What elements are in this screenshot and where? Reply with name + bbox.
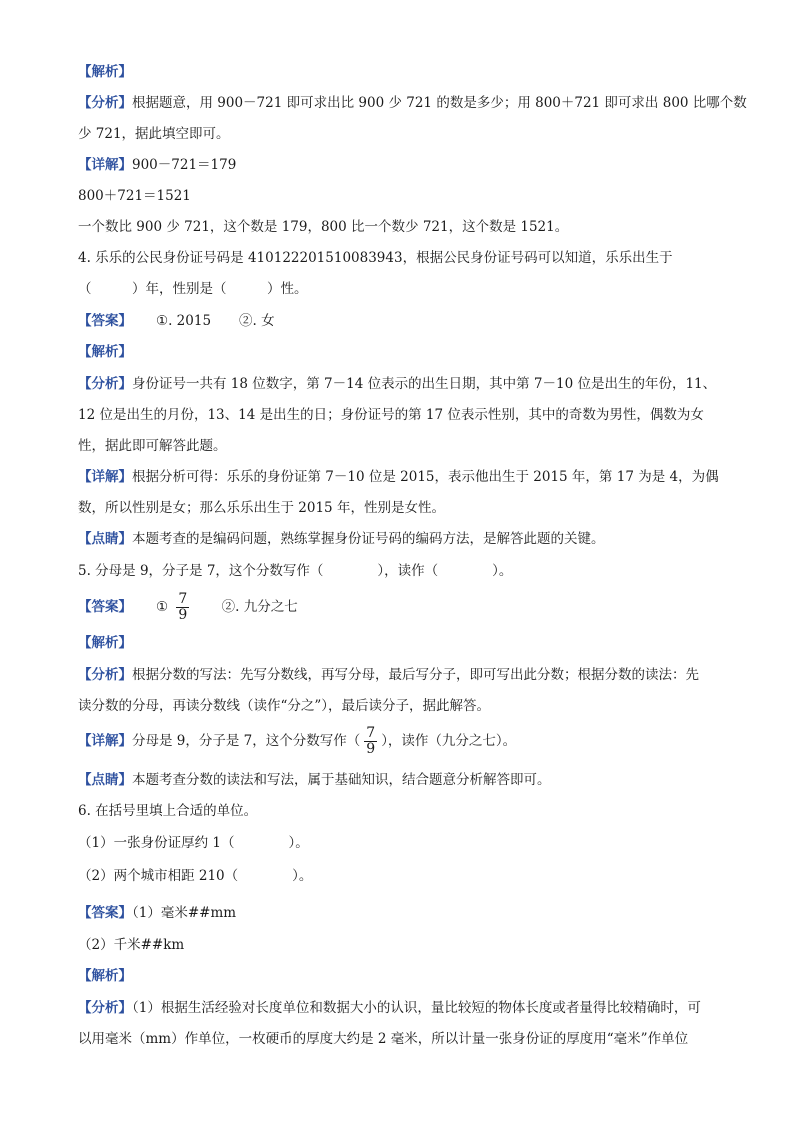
question-6-part-1	[78, 833, 728, 853]
analysis-line	[78, 374, 728, 394]
detail-text: 分母是 9，分子是 7，这个分数写作（	[132, 733, 361, 749]
tag-xiangjie: 【详解】	[78, 157, 132, 173]
question-4-blanks	[78, 279, 728, 299]
remark-line	[78, 529, 728, 549]
analysis-text: （1）根据生活经验对长度单位和数据大小的认识，量比较短的物体长度或者量得比较精确时，可	[132, 1000, 701, 1016]
fraction-denominator: 9	[178, 607, 188, 623]
analysis-text: 根据分数的写法：先写分数线，再写分母，最后写分子，即可写出此分数；根据分数的读法：先	[132, 667, 699, 683]
analysis-text: 12 位是出生的月份，13、14 是出生的日；身份证号的第 17 位表示性别，其中的奇数为男性，偶数为女	[78, 407, 704, 423]
detail-line	[78, 724, 728, 758]
tag-fenxi: 【分析】	[78, 376, 132, 392]
tag-dianjing: 【点睛】	[78, 772, 132, 788]
answer-text: （1）毫米##mm	[132, 905, 237, 921]
analysis-text: 身份证号一共有 18 位数字，第 7－14 位表示的出生日期，其中第 7－10 位是出生的年份，11、	[132, 376, 717, 392]
tag-dianjing: 【点睛】	[78, 531, 132, 547]
detail-line-cont	[78, 186, 728, 206]
answer-1: ①	[156, 599, 169, 615]
analysis-line-cont	[78, 436, 728, 456]
question-text: 6. 在括号里填上合适的单位。	[78, 803, 258, 819]
question-6-part-2	[78, 866, 728, 886]
question-text: 4. 乐乐的公民身份证号码是 410122201510083943，根据公民身份证号码可以知道，乐乐出生于	[78, 250, 673, 266]
analysis-line	[78, 93, 747, 113]
analysis-heading	[78, 633, 728, 653]
detail-text: 数，所以性别是女；那么乐乐出生于 2015 年，性别是女性。	[78, 500, 445, 516]
fraction-denominator: 9	[366, 741, 376, 757]
analysis-text: 少 721，据此填空即可。	[78, 126, 230, 142]
detail-text: 900－721＝179	[132, 157, 237, 173]
analysis-text: 以用毫米（mm）作单位，一枚硬币的厚度大约是 2 毫米，所以计量一张身份证的厚度用“毫米”作单位	[78, 1031, 689, 1047]
question-text: （1）一张身份证厚约 1（ ）。	[78, 835, 309, 851]
answer-line	[78, 311, 728, 331]
tag-xiangjie: 【详解】	[78, 733, 132, 749]
tag-daan: 【答案】	[78, 313, 132, 329]
tag-fenxi: 【分析】	[78, 95, 132, 111]
answer-1: ①. 2015	[156, 313, 212, 329]
remark-line	[78, 770, 728, 790]
analysis-line	[78, 665, 728, 685]
tag-jiexi: 【解析】	[78, 344, 132, 360]
tag-fenxi: 【分析】	[78, 667, 132, 683]
detail-text: 一个数比 900 少 721，这个数是 179，800 比一个数少 721，这个数是 1521。	[78, 219, 569, 235]
analysis-text: 性，据此即可解答此题。	[78, 438, 227, 454]
fraction-numerator: 7	[178, 591, 188, 607]
answer-2: ②. 九分之七	[221, 599, 298, 615]
analysis-heading	[78, 62, 728, 82]
detail-line-cont	[78, 217, 728, 237]
answer-text: （2）千米##km	[78, 937, 185, 953]
fraction-seven-ninths	[176, 592, 189, 623]
remark-text: 本题考查分数的读法和写法，属于基础知识，结合题意分析解答即可。	[132, 772, 551, 788]
detail-line-cont	[78, 498, 728, 518]
analysis-line-cont	[78, 696, 728, 716]
tag-daan: 【答案】	[78, 905, 132, 921]
detail-text: ），读作（九分之七）。	[381, 733, 517, 749]
fraction-seven-ninths	[364, 726, 377, 757]
analysis-line-cont	[78, 1029, 728, 1049]
tag-xiangjie: 【详解】	[78, 469, 132, 485]
fraction-numerator: 7	[366, 725, 376, 741]
analysis-line-cont	[78, 124, 728, 144]
analysis-text: 读分数的分母，再读分数线（读作“分之”），最后读分子，据此解答。	[78, 698, 491, 714]
analysis-heading	[78, 966, 728, 986]
analysis-heading	[78, 342, 728, 362]
tag-jiexi: 【解析】	[78, 635, 132, 651]
question-text: （2）两个城市相距 210（ ）。	[78, 868, 313, 884]
answer-2: ②. 女	[239, 313, 275, 329]
tag-fenxi: 【分析】	[78, 1000, 132, 1016]
question-6	[78, 801, 728, 821]
detail-line	[78, 467, 728, 487]
question-4	[78, 248, 728, 268]
question-text: （ ）年，性别是（ ）性。	[78, 281, 308, 297]
question-5	[78, 561, 728, 581]
analysis-line-cont	[78, 405, 728, 425]
tag-jiexi: 【解析】	[78, 968, 132, 984]
analysis-text: 根据题意，用 900－721 即可求出比 900 少 721 的数是多少；用 800＋721 即可求出 800 比哪个数	[132, 95, 747, 111]
tag-jiexi: 【解析】	[78, 64, 132, 80]
detail-text: 800＋721＝1521	[78, 188, 191, 204]
answer-line	[78, 590, 728, 624]
answer-line	[78, 903, 728, 923]
remark-text: 本题考查的是编码问题，熟练掌握身份证号码的编码方法，是解答此题的关键。	[132, 531, 605, 547]
answer-line-cont	[78, 935, 728, 955]
analysis-line	[78, 998, 728, 1018]
question-text: 5. 分母是 9，分子是 7，这个分数写作（ ），读作（ ）。	[78, 563, 513, 579]
tag-daan: 【答案】	[78, 599, 132, 615]
detail-text: 根据分析可得：乐乐的身份证第 7－10 位是 2015，表示他出生于 2015 年，第 17 为是 4，为偶	[132, 469, 719, 485]
detail-line	[78, 155, 728, 175]
